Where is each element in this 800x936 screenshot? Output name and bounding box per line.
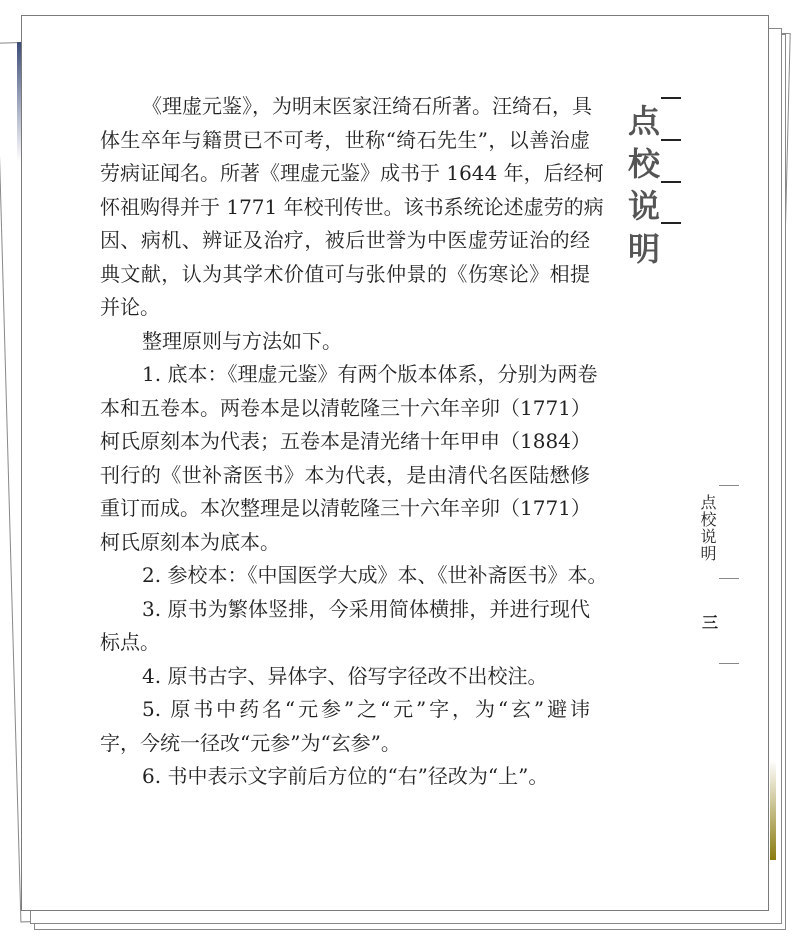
text-line: 柯氏原刻本为代表；五卷本是清光绪十年甲申（1884）	[100, 429, 591, 453]
header-rule	[719, 485, 739, 486]
page-number: 三	[701, 613, 718, 632]
text-line: 5. 原书中药名“元参”之“元”字，为“玄”避讳	[142, 697, 590, 721]
section-title-char: 点	[627, 102, 660, 140]
text-line: 体生卒年与籍贯已不可考，世称“绮石先生”，以善治虚	[100, 127, 590, 152]
text-line: 本和五卷本。两卷本是以清乾隆三十六年辛卯（1771）	[100, 395, 591, 420]
text-line: 4. 原书古字、异体字、俗写字径改不出校注。	[142, 663, 548, 688]
text-line: 劳病证闻名。所著《理虚元鉴》成书于 1644 年，后经柯	[100, 161, 604, 185]
title-rule	[661, 97, 681, 99]
header-rule	[719, 578, 739, 579]
text-line: 6. 书中表示文字前后方位的“右”径改为“上”。	[142, 764, 549, 788]
paragraph	[100, 559, 608, 593]
text-line: 刊行的《世补斋医书》本为代表，是由清代名医陆懋修	[100, 462, 590, 487]
header-rule	[719, 663, 739, 664]
section-title-char: 明	[627, 229, 660, 268]
paragraph	[100, 358, 598, 559]
section-title-char: 说	[627, 187, 660, 225]
section-title	[626, 100, 662, 270]
title-rule	[661, 222, 681, 224]
text-line: 并论。	[100, 295, 160, 319]
paragraph	[100, 660, 590, 694]
paragraph	[100, 593, 590, 660]
title-rule	[661, 139, 681, 141]
text-line: 柯氏原刻本为底本。	[100, 529, 280, 554]
text-line: 因、病机、辨证及治疗，被后世誉为中医虚劳证治的经	[100, 228, 590, 252]
paragraph	[100, 693, 590, 760]
title-rule	[661, 181, 681, 183]
text-line: 3. 原书为繁体竖排，今采用简体横排，并进行现代	[142, 596, 590, 621]
text-line: 字，今统一径改“元参”为“玄参”。	[100, 730, 401, 755]
body-text	[100, 90, 608, 794]
paragraph	[100, 90, 604, 325]
text-line: 标点。	[100, 630, 160, 654]
text-line: 2. 参校本：《中国医学大成》本、《世补斋医书》本。	[142, 563, 608, 587]
running-header: 点校说明	[698, 494, 717, 562]
text-line: 重订而成。本次整理是以清乾隆三十六年辛卯（1771）	[100, 496, 591, 520]
text-line: 1. 底本：《理虚元鉴》有两个版本体系，分别为两卷	[142, 362, 598, 386]
text-line: 《理虚元鉴》，为明末医家汪绮石所著。汪绮石，具	[142, 94, 592, 118]
section-title-char: 校	[627, 144, 660, 183]
text-line: 典文献，认为其学术价值可与张仲景的《伤寒论》相提	[100, 261, 590, 286]
paragraph	[100, 760, 590, 794]
cover-edge	[770, 760, 776, 860]
text-line: 整理原则与方法如下。	[142, 328, 342, 353]
text-line: 怀祖购得并于 1771 年校刊传世。该书系统论述虚劳的病	[100, 194, 604, 219]
paragraph	[100, 325, 590, 359]
